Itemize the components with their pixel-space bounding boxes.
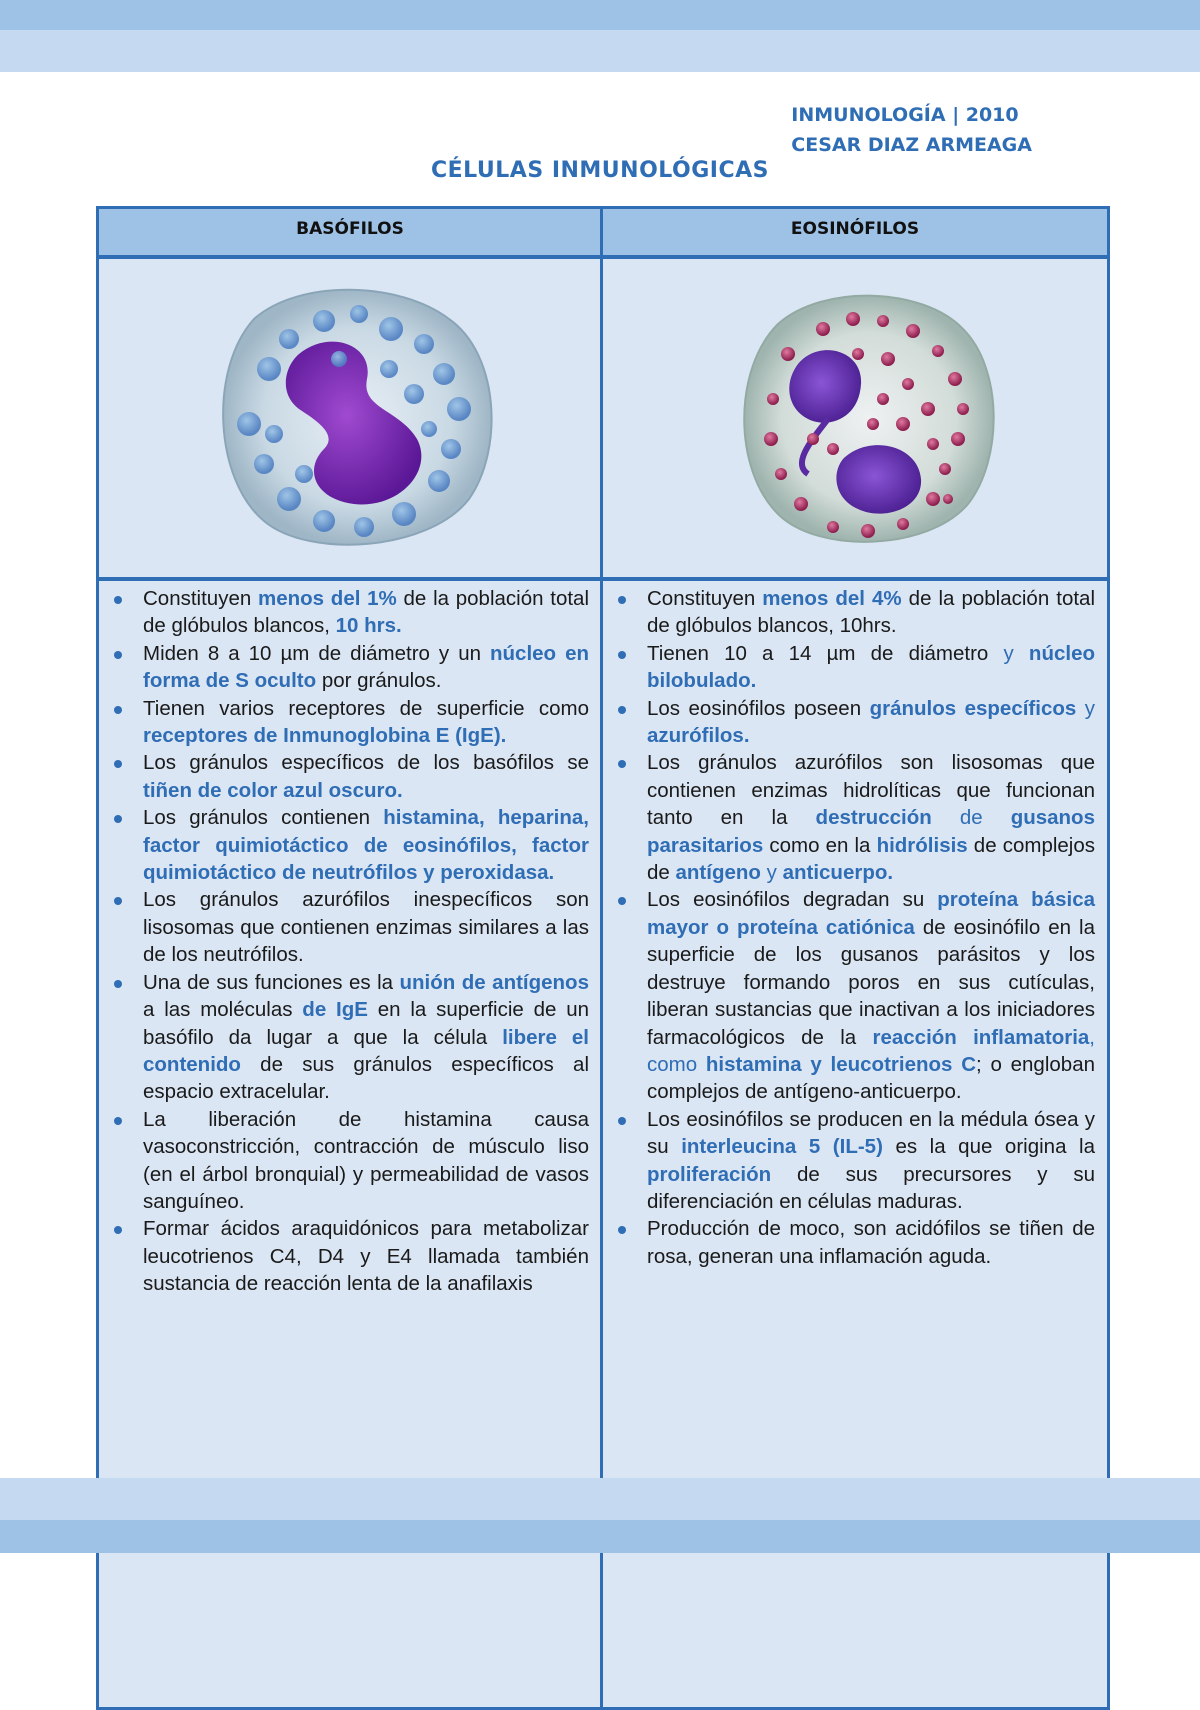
item-highlight: histamina, heparina, factor quimiotáctico de eosinófilos, factor quimiotáctico de neutrófilos y peroxidasa.: [143, 806, 589, 885]
item-text: Miden 8 a 10 µm de diámetro y un: [143, 641, 490, 665]
item-highlight: destrucción: [815, 806, 932, 830]
eosinofilos-item: [603, 1106, 1095, 1216]
basofilos-item: [99, 749, 589, 804]
bullet-icon: [618, 897, 626, 905]
item-text: Una de sus funciones es la: [143, 970, 400, 994]
item-text: Tienen varios receptores de superficie como: [143, 696, 589, 720]
eosinofilos-item: [603, 1215, 1095, 1270]
bottom-band-light: [0, 1478, 1200, 1520]
top-band-dark: [0, 0, 1200, 30]
basofilos-item: [99, 804, 589, 886]
eosinofilos-item: [603, 886, 1095, 1105]
item-text: a las moléculas: [143, 998, 303, 1022]
item-text: Los gránulos azurófilos son lisosomas que contienen enzimas hidrolíticas que funcionan tanto en la: [647, 751, 1095, 830]
item-text: por gránulos.: [316, 669, 442, 693]
item-highlight: menos del 4%: [762, 587, 902, 610]
basofilos-item: [99, 695, 589, 750]
bottom-band-dark: [0, 1520, 1200, 1553]
image-cell-basofilos: [96, 256, 604, 580]
item-text: Los gránulos específicos de los basófilos se: [143, 751, 589, 775]
item-highlight: reacción inflamatoria: [872, 1025, 1090, 1049]
item-text: de sus gránulos específicos al espacio extracelular.: [143, 1052, 589, 1104]
bullet-icon: [114, 760, 122, 768]
item-text: Los gránulos contienen: [143, 806, 384, 830]
basofilos-item: [99, 1215, 589, 1297]
column-heading-eosinofilos: EOSINÓFILOS: [790, 219, 920, 239]
item-text: Tienen 10 a 14 µm de diámetro: [647, 641, 1004, 665]
item-highlight: 10 hrs.: [335, 614, 402, 638]
item-highlight: de IgE: [302, 998, 368, 1022]
eosinofilos-item: [603, 749, 1095, 886]
item-text: Constituyen: [143, 587, 258, 610]
item-text: Formar ácidos araquidónicos para metabolizar leucotrienos C4, D4 y E4 llamada también sustancia de reacción lenta de la anafilaxis: [143, 1217, 589, 1296]
bullet-icon: [618, 596, 626, 604]
basofilos-item: [99, 969, 589, 1106]
item-highlight: azurófilos.: [647, 724, 750, 748]
item-text: de eosinófilo en la superficie de los gusanos parásitos y los destruye formando poros en sus cutículas, liberan sustancias que inactivan a los iniciadores farmacológicos de la: [647, 915, 1096, 1049]
item-highlight: interleucina 5 (IL-5): [681, 1135, 883, 1159]
item-text: Los eosinófilos degradan su: [647, 888, 938, 912]
item-text: ; o engloban complejos de antígeno-anticuerpo.: [647, 1052, 1095, 1104]
document-header: [791, 100, 1032, 160]
header-cell-basofilos: [96, 206, 604, 258]
bullet-icon: [618, 760, 626, 768]
item-highlight: libere el contenido: [143, 1025, 589, 1076]
bullet-icon: [114, 706, 122, 714]
item-highlight: , como: [647, 1025, 1095, 1076]
item-text: La liberación de histamina causa vasoconstricción, contracción de músculo liso (en el árbol bronquial) y permeabilidad de vasos sanguíneo.: [143, 1107, 589, 1213]
bullet-icon: [114, 651, 122, 659]
item-text: de complejos de: [647, 833, 1096, 885]
bullet-icon: [114, 1117, 122, 1125]
item-highlight: gusanos parasitarios: [647, 806, 1095, 857]
page-title: CÉLULAS INMUNOLÓGICAS: [431, 158, 769, 183]
column-heading-basofilos: BASÓFILOS: [296, 219, 404, 239]
eosinophil-cell-image: [603, 259, 1107, 577]
bullet-icon: [114, 815, 122, 823]
basophil-cell-image: [99, 259, 601, 577]
item-highlight: y: [760, 861, 783, 885]
item-text: Los eosinófilos se producen en la médula ósea y su: [647, 1107, 1095, 1159]
basofilos-item: [99, 585, 589, 640]
bullet-icon: [114, 596, 122, 604]
item-text: de la población total de glóbulos blancos, 10hrs.: [647, 587, 1096, 638]
item-text: Producción de moco, son acidófilos se tiñen de rosa, generan una inflamación aguda.: [647, 1217, 1095, 1268]
author-label: CESAR DIAZ ARMEAGA: [791, 134, 1032, 156]
item-highlight: gránulos específicos: [869, 696, 1077, 720]
bullet-icon: [618, 651, 626, 659]
basofilos-item: [99, 886, 589, 968]
item-text: Los gránulos azurófilos inespecíficos son lisosomas que contienen enzimas similares a las de los neutrófilos.: [143, 888, 589, 967]
bullet-icon: [114, 897, 122, 905]
image-cell-eosinofilos: [600, 256, 1110, 580]
basofilos-item: [99, 640, 589, 695]
bullet-icon: [114, 1226, 122, 1234]
bullet-icon: [114, 980, 122, 988]
item-text: Los eosinófilos poseen: [647, 696, 870, 720]
item-highlight: tiñen de color azul oscuro.: [143, 778, 403, 802]
bullet-icon: [618, 1117, 626, 1125]
eosinofilos-item: [603, 695, 1095, 750]
bullet-icon: [618, 706, 626, 714]
eosinofilos-item: [603, 640, 1095, 695]
course-label: INMUNOLOGÍA | 2010: [791, 104, 1019, 126]
item-highlight: antígeno: [675, 861, 761, 885]
item-highlight: y: [1076, 696, 1095, 720]
item-highlight: y: [1003, 641, 1029, 665]
top-band-light: [0, 30, 1200, 72]
item-text: de la población total de glóbulos blancos,: [143, 587, 590, 638]
item-highlight: hidrólisis: [876, 833, 968, 857]
header-cell-eosinofilos: [600, 206, 1110, 258]
bullet-icon: [618, 1226, 626, 1234]
item-text: como en la: [763, 833, 877, 857]
item-highlight: proliferación: [647, 1162, 772, 1186]
item-highlight: núcleo bilobulado.: [647, 641, 1095, 693]
item-text: Constituyen: [647, 587, 763, 610]
item-text: es la que origina la: [882, 1135, 1095, 1159]
item-text: de sus precursores y su diferenciación en células maduras.: [647, 1162, 1095, 1213]
item-highlight: de: [931, 806, 1011, 830]
item-highlight: proteína básica mayor o proteína catiónica: [647, 888, 1095, 939]
item-highlight: núcleo en forma de S oculto: [143, 641, 589, 693]
eosinofilos-item: [603, 585, 1095, 640]
item-text: en la superficie de un basófilo da lugar a que la célula: [143, 998, 590, 1049]
item-highlight: receptores de Inmunoglobina E (IgE).: [143, 724, 507, 748]
item-highlight: anticuerpo.: [782, 861, 894, 885]
basofilos-list: [99, 585, 589, 1298]
eosinofilos-list: [603, 585, 1095, 1270]
basofilos-item: [99, 1106, 589, 1216]
item-highlight: histamina y leucotrienos C: [705, 1052, 976, 1076]
item-highlight: unión de antígenos: [399, 970, 589, 994]
item-highlight: menos del 1%: [258, 587, 397, 610]
